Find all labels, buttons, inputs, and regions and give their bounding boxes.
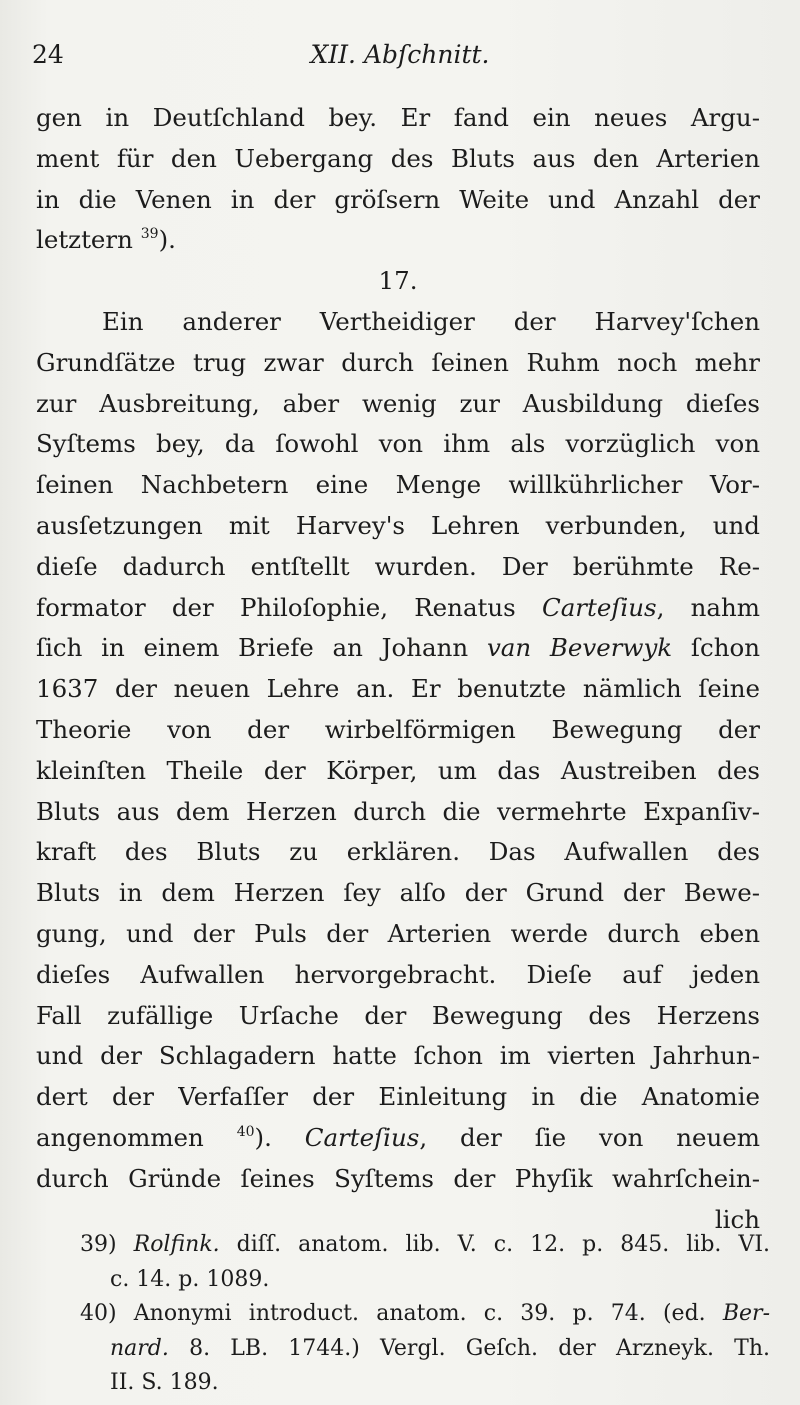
text-line: dieſe dadurch entſtellt wurden. Der berühmte Re-	[36, 551, 760, 581]
footnote-text: 8. LB. 1744.) Vergl. Geſch. der Arzneyk. Th.	[168, 1335, 770, 1361]
footnote-40	[80, 1297, 770, 1332]
text-line: Syſtems bey, da ſowohl von ihm als vorzüglich von	[36, 429, 760, 459]
text-span: ).	[254, 1122, 305, 1152]
footnote-40-cont	[80, 1332, 770, 1367]
footnote-39-cont: c. 14. p. 1089.	[110, 1266, 270, 1292]
text-span: ſchon	[672, 633, 760, 663]
footnote-ref: 39	[140, 226, 159, 243]
text-span: ſich in einem Briefe an Johann	[36, 633, 487, 663]
text-line: ſeinen Nachbetern eine Menge willkührlicher Vor-	[36, 470, 760, 500]
text-line: in die Venen in der gröſsern Weite und Anzahl der	[36, 184, 760, 214]
page-header	[30, 40, 770, 80]
body-text	[36, 98, 760, 1240]
page-number: 24	[32, 40, 64, 69]
text-line: Fall zufällige Urſache der Bewegung des Herzens	[36, 1000, 760, 1030]
text-line: zur Ausbreitung, aber wenig zur Ausbildung dieſes	[36, 388, 760, 418]
text-line	[36, 220, 760, 261]
text-line: dert der Verfaſſer der Einleitung in die Anatomie	[36, 1082, 760, 1112]
running-head: XII. Abſchnitt.	[310, 40, 490, 69]
footnote-author: Rolfink.	[133, 1232, 220, 1257]
text-line: gung, und der Puls der Arterien werde durch eben	[36, 918, 760, 948]
section-number: 17.	[378, 266, 418, 296]
text-line: durch Gründe ſeines Syſtems der Phyſik wahrſchein-	[36, 1163, 760, 1193]
footnote-text: Anonymi introduct. anatom. c. 39. p. 74. (ed.	[116, 1301, 723, 1326]
footnote-number: 40)	[80, 1301, 117, 1326]
text-line	[36, 1118, 760, 1159]
text-span: , der ſie von neuem	[419, 1122, 760, 1152]
text-line: kraft des Bluts zu erklären. Das Aufwallen des	[36, 837, 760, 867]
footnotes	[80, 1228, 770, 1401]
text-line: Bluts aus dem Herzen durch die vermehrte Expanſiv-	[36, 796, 760, 826]
text-line: Grundſätze trug zwar durch ſeinen Ruhm noch mehr	[36, 347, 760, 377]
text-line: Ein anderer Vertheidiger der Harvey'ſchen	[102, 306, 760, 336]
footnote-ref: 40	[236, 1123, 255, 1140]
text-line: kleinſten Theile der Körper, um das Austreiben des	[36, 755, 760, 785]
text-line: Theorie von der wirbelförmigen Bewegung der	[36, 714, 760, 744]
text-line: 1637 der neuen Lehre an. Er benutzte nämlich ſeine	[36, 674, 760, 704]
catchword: lich	[714, 1204, 760, 1234]
text-span: ).	[158, 225, 176, 255]
text-line	[36, 628, 760, 669]
footnote-text: diſſ. anatom. lib. V. c. 12. p. 845. lib. VI.	[219, 1232, 770, 1257]
person-name: Carteſius	[304, 1122, 420, 1152]
footnote-39	[80, 1228, 770, 1263]
footnote-editor: Ber-	[722, 1301, 770, 1326]
text-span: angenommen	[36, 1122, 204, 1152]
text-line	[36, 588, 760, 629]
footnote-editor: nard.	[110, 1335, 169, 1361]
footnote-40-cont2: II. S. 189.	[110, 1370, 219, 1395]
person-name: van Beverwyk	[486, 633, 673, 663]
text-line: gen in Deutſchland bey. Er fand ein neues Argu-	[36, 103, 760, 132]
text-line: dieſes Aufwallen hervorgebracht. Dieſe auf jeden	[36, 959, 760, 989]
text-line: und der Schlagadern hatte ſchon im vierten Jahrhun-	[36, 1041, 760, 1071]
text-span: , nahm	[656, 592, 760, 622]
text-line: Bluts in dem Herzen ſey alſo der Grund der Bewe-	[36, 878, 760, 908]
text-span: letztern	[36, 225, 133, 255]
person-name: Carteſius	[541, 592, 657, 622]
text-line: ausſetzungen mit Harvey's Lehren verbunden, und	[36, 510, 760, 540]
text-span: formator der Philoſophie, Renatus	[36, 592, 542, 622]
footnote-number: 39)	[80, 1232, 117, 1257]
text-line: ment für den Uebergang des Bluts aus den Arterien	[36, 143, 760, 173]
